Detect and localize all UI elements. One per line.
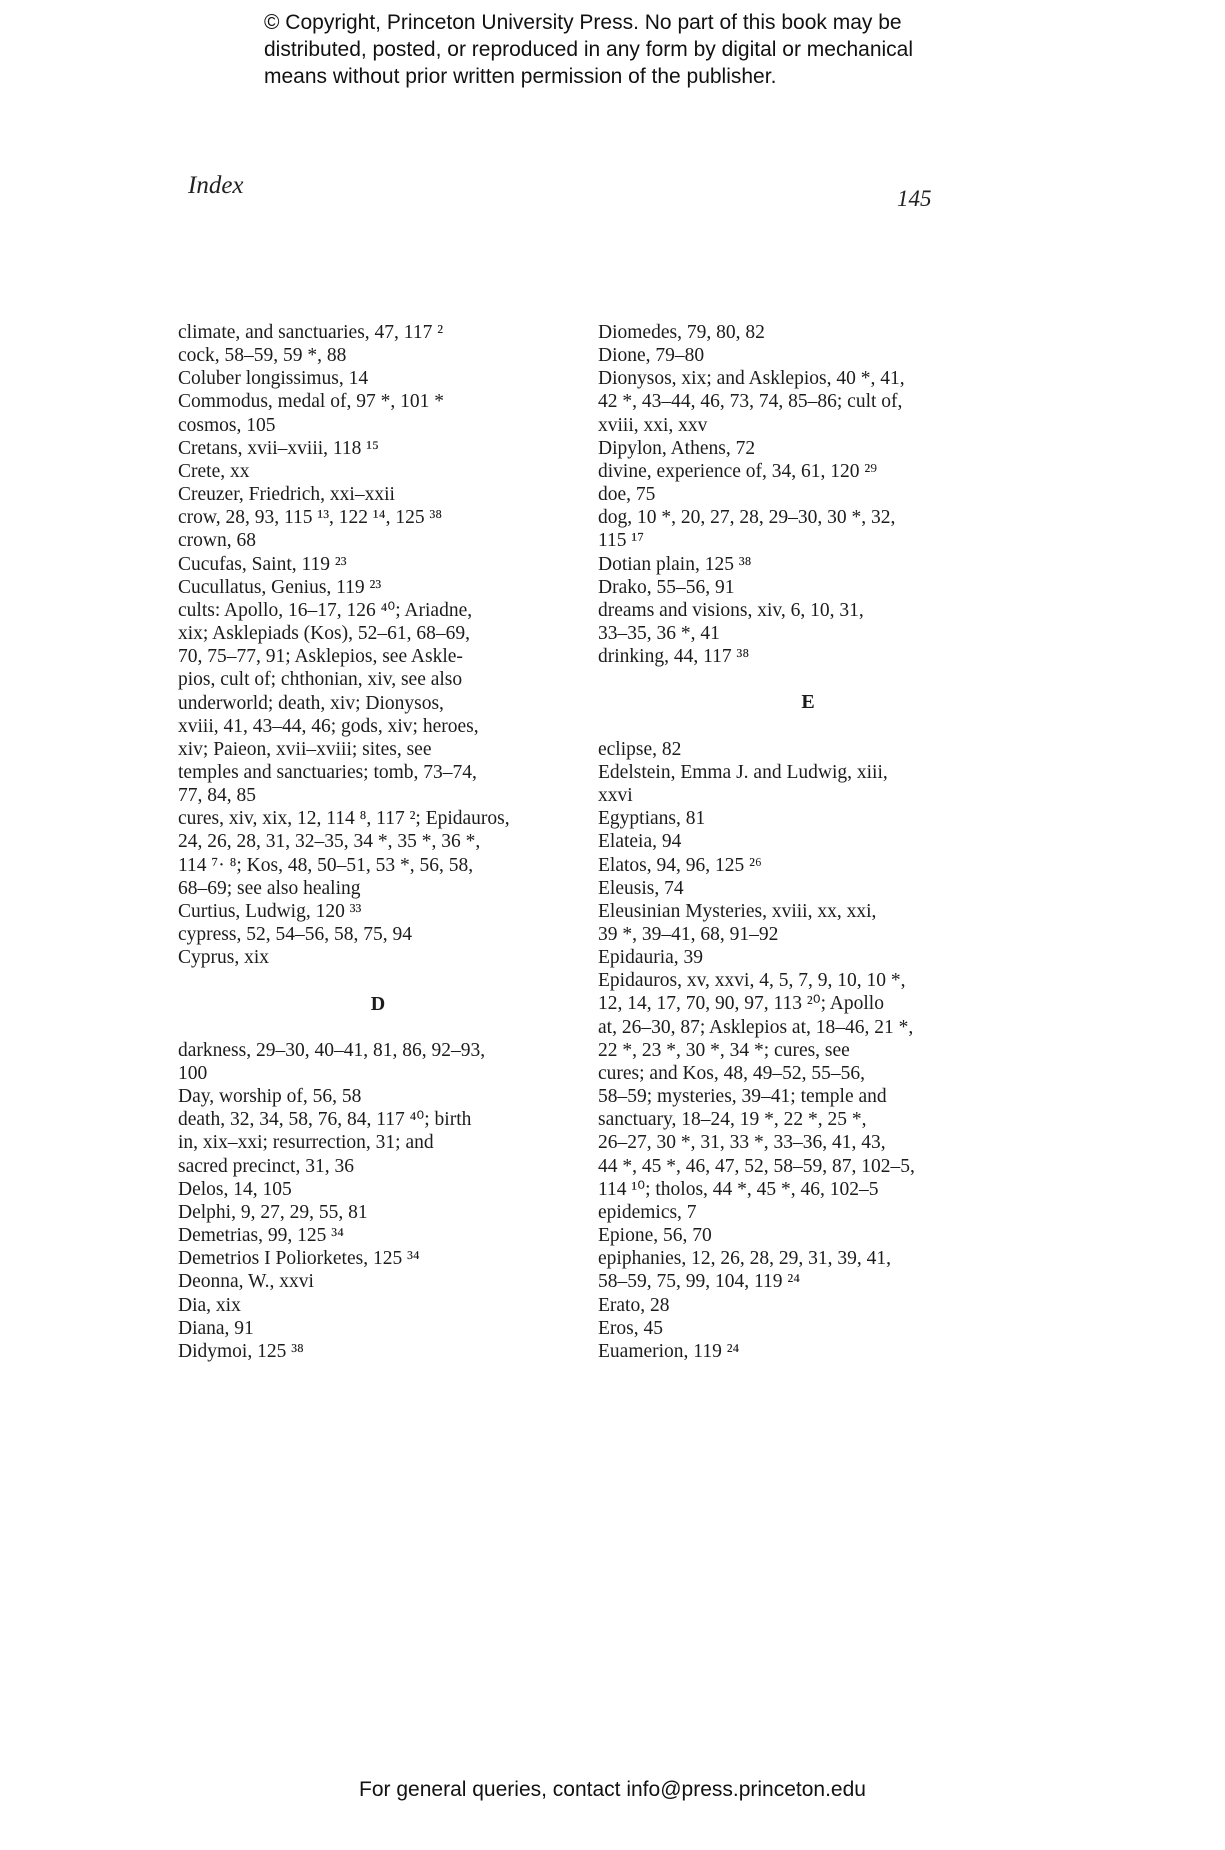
index-entry <box>598 367 1018 436</box>
index-entry-line: Drako, 55–56, 91 <box>598 576 735 598</box>
index-entry-continuation: 12, 14, 17, 70, 90, 97, 113 ²⁰; Apollo <box>598 993 884 1015</box>
index-entry <box>178 1039 578 1085</box>
index-entry <box>598 1224 1018 1247</box>
index-entry <box>598 1340 1018 1363</box>
index-entry-line: climate, and sanctuaries, 47, 117 ² <box>178 322 444 343</box>
index-entry <box>598 483 1018 506</box>
index-entry-continuation: xiv; Paieon, xvii–xviii; sites, see <box>178 738 432 760</box>
index-entry-line: crow, 28, 93, 115 ¹³, 122 ¹⁴, 125 ³⁸ <box>178 507 443 529</box>
index-entry <box>178 460 578 483</box>
index-entry <box>598 1247 1018 1293</box>
index-entry <box>178 1294 578 1317</box>
index-entry <box>598 969 1018 1201</box>
index-entry-line: Dia, xix <box>178 1294 241 1316</box>
index-entry <box>598 877 1018 900</box>
index-entry-line: Coluber longissimus, 14 <box>178 368 369 390</box>
index-entry-line: epidemics, 7 <box>598 1201 697 1223</box>
index-entry <box>598 506 1018 552</box>
index-entry-continuation: 77, 84, 85 <box>178 785 256 807</box>
index-entry-line: Cucufas, Saint, 119 ²³ <box>178 553 347 575</box>
copyright-line: means without prior written permission of the publisher. <box>264 65 777 88</box>
index-entry-line: Delos, 14, 105 <box>178 1178 292 1200</box>
index-column-left <box>178 321 578 1363</box>
index-entry-continuation: 68–69; see also healing <box>178 877 361 899</box>
index-entry <box>178 923 578 946</box>
index-entry-continuation: at, 26–30, 87; Asklepios at, 18–46, 21 *, <box>598 1016 914 1038</box>
index-entry-line: Egyptians, 81 <box>598 808 706 830</box>
index-entry <box>178 1178 578 1201</box>
index-entry-continuation: xix; Asklepiads (Kos), 52–61, 68–69, <box>178 623 470 645</box>
index-entry <box>178 900 578 923</box>
index-entry-line: Commodus, medal of, 97 *, 101 * <box>178 391 444 413</box>
index-entry-line: Day, worship of, 56, 58 <box>178 1086 362 1108</box>
index-entry-continuation: xxvi <box>598 785 633 807</box>
index-entry-continuation: 42 *, 43–44, 46, 73, 74, 85–86; cult of, <box>598 391 903 413</box>
index-entry-continuation: 58–59, 75, 99, 104, 119 ²⁴ <box>598 1271 801 1293</box>
index-entry-line: darkness, 29–30, 40–41, 81, 86, 92–93, <box>178 1039 486 1061</box>
index-entry <box>598 553 1018 576</box>
index-entry-line: cures, xiv, xix, 12, 114 ⁸, 117 ²; Epidauros, <box>178 808 510 830</box>
index-entry <box>598 1317 1018 1340</box>
copyright-notice <box>264 9 1024 90</box>
index-entry-line: Eleusis, 74 <box>598 877 684 899</box>
index-entry <box>178 506 578 529</box>
index-entry <box>598 830 1018 853</box>
index-entry-line: cults: Apollo, 16–17, 126 ⁴⁰; Ariadne, <box>178 599 473 621</box>
index-entry-continuation: underworld; death, xiv; Dionysos, <box>178 692 444 714</box>
index-entry-line: Dotian plain, 125 ³⁸ <box>598 553 752 575</box>
index-entry <box>598 321 1018 344</box>
index-entry-continuation: in, xix–xxi; resurrection, 31; and <box>178 1132 434 1154</box>
index-entry-line: cock, 58–59, 59 *, 88 <box>178 345 347 367</box>
index-entry <box>598 854 1018 877</box>
index-entry <box>178 1085 578 1108</box>
index-column-right <box>598 321 1018 1363</box>
index-entry-line: Dipylon, Athens, 72 <box>598 437 756 459</box>
index-entry <box>178 529 578 552</box>
index-entry-line: Curtius, Ludwig, 120 ³³ <box>178 900 362 922</box>
index-entry-line: dog, 10 *, 20, 27, 28, 29–30, 30 *, 32, <box>598 507 896 529</box>
footer-contact: For general queries, contact info@press.princeton.edu <box>359 1778 866 1801</box>
index-entry <box>178 414 578 437</box>
index-entry-line: Epidauria, 39 <box>598 947 704 969</box>
index-entry-line: Demetrias, 99, 125 ³⁴ <box>178 1225 344 1247</box>
index-entry <box>598 761 1018 807</box>
index-entry-continuation: temples and sanctuaries; tomb, 73–74, <box>178 761 477 783</box>
index-entry-continuation: sanctuary, 18–24, 19 *, 22 *, 25 *, <box>598 1109 867 1131</box>
index-entry <box>598 437 1018 460</box>
index-entry-line: Elatos, 94, 96, 125 ²⁶ <box>598 854 762 876</box>
index-entry-line: Erato, 28 <box>598 1294 670 1316</box>
index-entry-continuation: 114 ⁷· ⁸; Kos, 48, 50–51, 53 *, 56, 58, <box>178 854 474 876</box>
index-entry-line: eclipse, 82 <box>598 738 682 760</box>
index-entry <box>598 946 1018 969</box>
index-entry-continuation: 33–35, 36 *, 41 <box>598 623 720 645</box>
index-entry-line: Epidauros, xv, xxvi, 4, 5, 7, 9, 10, 10 *, <box>598 970 906 992</box>
index-entry <box>178 1340 578 1363</box>
index-entry-continuation: 39 *, 39–41, 68, 91–92 <box>598 924 779 946</box>
index-entry-continuation: cures; and Kos, 48, 49–52, 55–56, <box>598 1062 866 1084</box>
index-entry-continuation: 70, 75–77, 91; Asklepios, see Askle- <box>178 646 463 668</box>
index-entry-continuation: 26–27, 30 *, 31, 33 *, 33–36, 41, 43, <box>598 1132 886 1154</box>
index-entry-line: Elateia, 94 <box>598 831 682 853</box>
index-entry-continuation: 100 <box>178 1062 208 1084</box>
index-entry-continuation: 44 *, 45 *, 46, 47, 52, 58–59, 87, 102–5, <box>598 1155 915 1177</box>
index-entry <box>178 553 578 576</box>
section-letter-d: D <box>370 992 386 1015</box>
index-group-d-continued <box>598 321 1018 668</box>
index-entry <box>178 807 578 900</box>
index-entry <box>178 1317 578 1340</box>
index-entry <box>598 576 1018 599</box>
index-entry <box>178 1201 578 1224</box>
index-entry <box>178 599 578 807</box>
running-head: Index <box>188 172 244 199</box>
index-entry <box>178 437 578 460</box>
index-entry <box>178 576 578 599</box>
index-entry-continuation: 115 ¹⁷ <box>598 530 645 552</box>
index-entry-line: Cucullatus, Genius, 119 ²³ <box>178 576 382 598</box>
index-entry-continuation: 24, 26, 28, 31, 32–35, 34 *, 35 *, 36 *, <box>178 831 481 853</box>
index-entry <box>598 599 1018 645</box>
index-entry-line: cypress, 52, 54–56, 58, 75, 94 <box>178 924 412 946</box>
index-entry-line: Dione, 79–80 <box>598 345 705 367</box>
index-entry <box>598 738 1018 761</box>
index-entry <box>598 807 1018 830</box>
index-entry-line: cosmos, 105 <box>178 414 276 436</box>
index-entry-line: doe, 75 <box>598 484 656 506</box>
index-entry-continuation: xviii, 41, 43–44, 46; gods, xiv; heroes, <box>178 715 479 737</box>
index-entry-line: Crete, xx <box>178 460 250 482</box>
index-entry <box>178 483 578 506</box>
index-entry-line: Didymoi, 125 ³⁸ <box>178 1340 304 1362</box>
index-entry-line: Diomedes, 79, 80, 82 <box>598 322 765 343</box>
index-entry <box>598 900 1018 946</box>
index-entry-continuation: 114 ¹⁰; tholos, 44 *, 45 *, 46, 102–5 <box>598 1178 879 1200</box>
index-entry-line: crown, 68 <box>178 530 256 552</box>
index-entry-line: Eros, 45 <box>598 1317 663 1339</box>
index-group-c <box>178 321 578 969</box>
index-entry-line: Epione, 56, 70 <box>598 1225 712 1247</box>
index-entry-line: Demetrios I Poliorketes, 125 ³⁴ <box>178 1248 420 1270</box>
index-group-d <box>178 1039 578 1363</box>
index-entry-line: divine, experience of, 34, 61, 120 ²⁹ <box>598 460 878 482</box>
index-entry <box>178 946 578 969</box>
page-number: 145 <box>897 186 932 211</box>
section-letter-e: E <box>801 691 815 714</box>
index-entry-line: drinking, 44, 117 ³⁸ <box>598 646 750 668</box>
index-entry <box>178 367 578 390</box>
index-entry <box>598 1294 1018 1317</box>
index-entry <box>598 344 1018 367</box>
index-entry <box>178 344 578 367</box>
index-entry-line: Cretans, xvii–xviii, 118 ¹⁵ <box>178 437 379 459</box>
copyright-line: © Copyright, Princeton University Press. No part of this book may be <box>264 11 902 34</box>
index-group-e <box>598 738 1018 1363</box>
index-entry-line: dreams and visions, xiv, 6, 10, 31, <box>598 599 864 621</box>
index-entry-line: Eleusinian Mysteries, xviii, xx, xxi, <box>598 900 877 922</box>
index-entry-line: Cyprus, xix <box>178 947 270 969</box>
index-entry <box>178 1247 578 1270</box>
index-entry-line: Edelstein, Emma J. and Ludwig, xiii, <box>598 761 888 783</box>
index-entry-line: Euamerion, 119 ²⁴ <box>598 1340 740 1362</box>
index-entry <box>178 1270 578 1293</box>
index-entry-continuation: pios, cult of; chthonian, xiv, see also <box>178 669 463 691</box>
index-entry-continuation: 58–59; mysteries, 39–41; temple and <box>598 1086 887 1108</box>
index-entry-line: Diana, 91 <box>178 1317 254 1339</box>
copyright-line: distributed, posted, or reproduced in any form by digital or mechanical <box>264 38 914 61</box>
index-entry <box>178 1108 578 1177</box>
index-entry <box>178 321 578 344</box>
index-entry-line: Creuzer, Friedrich, xxi–xxii <box>178 484 395 506</box>
index-entry-line: Deonna, W., xxvi <box>178 1271 314 1293</box>
index-entry <box>178 1224 578 1247</box>
index-entry-continuation: xviii, xxi, xxv <box>598 414 708 436</box>
index-entry-line: Dionysos, xix; and Asklepios, 40 *, 41, <box>598 368 905 390</box>
index-entry-line: epiphanies, 12, 26, 28, 29, 31, 39, 41, <box>598 1248 892 1270</box>
index-entry <box>598 645 1018 668</box>
index-entry <box>598 1201 1018 1224</box>
index-entry <box>178 390 578 413</box>
index-entry-continuation: sacred precinct, 31, 36 <box>178 1155 354 1177</box>
index-entry <box>598 460 1018 483</box>
index-entry-line: death, 32, 34, 58, 76, 84, 117 ⁴⁰; birth <box>178 1109 472 1131</box>
index-entry-line: Delphi, 9, 27, 29, 55, 81 <box>178 1201 368 1223</box>
index-entry-continuation: 22 *, 23 *, 30 *, 34 *; cures, see <box>598 1039 850 1061</box>
